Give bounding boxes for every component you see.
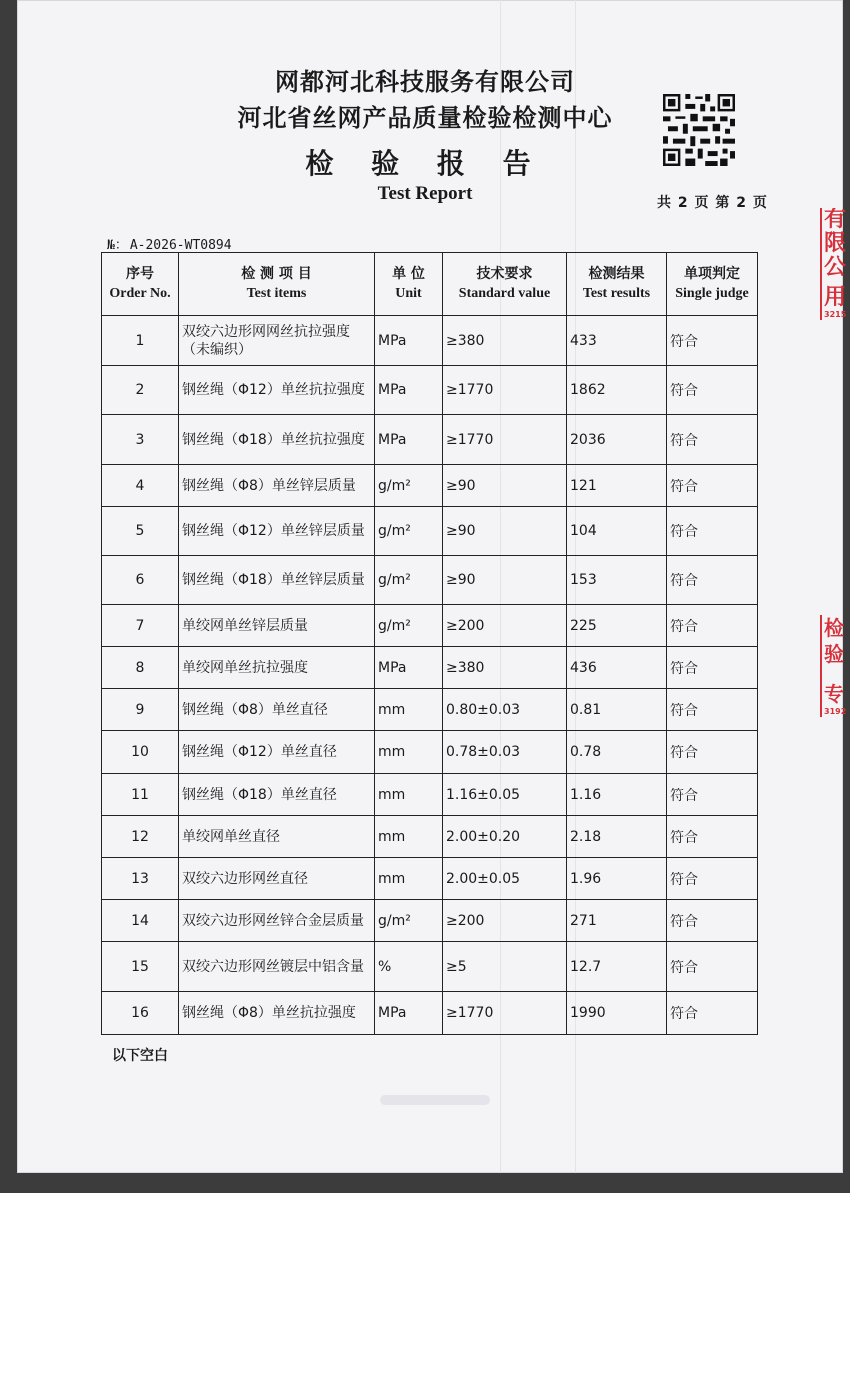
single-judge-cell: 符合	[667, 858, 758, 900]
test-result-cell: 12.7	[567, 942, 667, 992]
table-row	[102, 992, 758, 1035]
page-count: 共 2 页 第 2 页	[657, 195, 768, 211]
test-item-cell: 单绞网单丝直径	[179, 816, 375, 858]
single-judge-cell: 符合	[667, 556, 758, 605]
test-item-cell: 双绞六边形网丝直径	[179, 858, 375, 900]
report-number-label: №：	[107, 238, 128, 253]
test-result-cell: 1990	[567, 992, 667, 1035]
test-item-cell: 钢丝绳（Φ8）单丝锌层质量	[179, 465, 375, 507]
test-item-cell: 双绞六边形网丝镀层中铝含量	[179, 942, 375, 992]
table-row	[102, 942, 758, 992]
unit-cell: MPa	[375, 647, 443, 689]
stamp-fragment-middle: 检验 专 3192	[820, 615, 850, 717]
unit-cell: mm	[375, 774, 443, 816]
test-result-cell: 153	[567, 556, 667, 605]
report-number	[105, 234, 232, 253]
standard-value-cell: ≥1770	[443, 415, 567, 465]
test-item-cell: 钢丝绳（Φ12）单丝抗拉强度	[179, 366, 375, 415]
unit-cell: MPa	[375, 366, 443, 415]
standard-value-cell: 2.00±0.05	[443, 858, 567, 900]
order-no-cell: 6	[102, 556, 179, 605]
table-row	[102, 858, 758, 900]
standard-value-cell: 1.16±0.05	[443, 774, 567, 816]
single-judge-cell: 符合	[667, 992, 758, 1035]
test-result-cell: 433	[567, 316, 667, 366]
single-judge-cell: 符合	[667, 647, 758, 689]
header-standard-value: 技术要求 Standard value	[443, 253, 567, 316]
standard-value-cell: ≥5	[443, 942, 567, 992]
header-test-results: 检测结果 Test results	[567, 253, 667, 316]
single-judge-cell: 符合	[667, 816, 758, 858]
order-no-cell: 1	[102, 316, 179, 366]
unit-cell: MPa	[375, 992, 443, 1035]
standard-value-cell: ≥1770	[443, 992, 567, 1035]
unit-cell: g/m²	[375, 556, 443, 605]
order-no-cell: 10	[102, 731, 179, 774]
unit-cell: g/m²	[375, 605, 443, 647]
results-table	[101, 252, 758, 1035]
single-judge-cell: 符合	[667, 689, 758, 731]
test-item-cell: 钢丝绳（Φ18）单丝锌层质量	[179, 556, 375, 605]
standard-value-cell: ≥380	[443, 647, 567, 689]
test-item-cell: 单绞网单丝抗拉强度	[179, 647, 375, 689]
test-item-cell: 钢丝绳（Φ8）单丝抗拉强度	[179, 992, 375, 1035]
report-number-value: A-2026-WT0894	[129, 238, 232, 253]
unit-cell: MPa	[375, 316, 443, 366]
order-no-cell: 3	[102, 415, 179, 465]
order-no-cell: 5	[102, 507, 179, 556]
test-result-cell: 436	[567, 647, 667, 689]
test-item-cell: 单绞网单丝锌层质量	[179, 605, 375, 647]
single-judge-cell: 符合	[667, 507, 758, 556]
test-item-cell: 钢丝绳（Φ12）单丝直径	[179, 731, 375, 774]
table-row	[102, 647, 758, 689]
test-result-cell: 0.78	[567, 731, 667, 774]
header-single-judge: 单项判定 Single judge	[667, 253, 758, 316]
single-judge-cell: 符合	[667, 942, 758, 992]
single-judge-cell: 符合	[667, 316, 758, 366]
test-item-cell: 钢丝绳（Φ18）单丝抗拉强度	[179, 415, 375, 465]
test-item-cell: 双绞六边形网网丝抗拉强度（未编织）	[179, 316, 375, 366]
test-result-cell: 1.16	[567, 774, 667, 816]
single-judge-cell: 符合	[667, 465, 758, 507]
order-no-cell: 8	[102, 647, 179, 689]
table-row	[102, 316, 758, 366]
test-result-cell: 1862	[567, 366, 667, 415]
order-no-cell: 2	[102, 366, 179, 415]
table-row	[102, 731, 758, 774]
table-row	[102, 900, 758, 942]
standard-value-cell: ≥380	[443, 316, 567, 366]
table-row	[102, 507, 758, 556]
test-result-cell: 271	[567, 900, 667, 942]
table-row	[102, 816, 758, 858]
unit-cell: g/m²	[375, 900, 443, 942]
test-result-cell: 2.18	[567, 816, 667, 858]
order-no-cell: 14	[102, 900, 179, 942]
header-test-items: 检 测 项 目 Test items	[179, 253, 375, 316]
table-row	[102, 556, 758, 605]
organization-name: 网都河北科技服务有限公司	[275, 68, 575, 96]
order-no-cell: 13	[102, 858, 179, 900]
order-no-cell: 16	[102, 992, 179, 1035]
table-row	[102, 774, 758, 816]
center-name: 河北省丝网产品质量检验检测中心	[237, 104, 613, 132]
unit-cell: mm	[375, 689, 443, 731]
standard-value-cell: ≥1770	[443, 366, 567, 415]
single-judge-cell: 符合	[667, 415, 758, 465]
standard-value-cell: ≥200	[443, 605, 567, 647]
qr-code-icon	[663, 94, 735, 166]
standard-value-cell: ≥90	[443, 465, 567, 507]
table-row	[102, 605, 758, 647]
report-title-en: Test Report	[377, 183, 473, 204]
unit-cell: %	[375, 942, 443, 992]
table-row	[102, 689, 758, 731]
scan-smudge	[380, 1095, 490, 1105]
single-judge-cell: 符合	[667, 366, 758, 415]
standard-value-cell: ≥90	[443, 556, 567, 605]
test-result-cell: 2036	[567, 415, 667, 465]
single-judge-cell: 符合	[667, 774, 758, 816]
order-no-cell: 11	[102, 774, 179, 816]
standard-value-cell: 0.78±0.03	[443, 731, 567, 774]
table-row	[102, 415, 758, 465]
order-no-cell: 12	[102, 816, 179, 858]
test-result-cell: 121	[567, 465, 667, 507]
header-order-no: 序号 Order No.	[102, 253, 179, 316]
single-judge-cell: 符合	[667, 605, 758, 647]
test-item-cell: 双绞六边形网丝锌合金层质量	[179, 900, 375, 942]
table-row	[102, 366, 758, 415]
test-item-cell: 钢丝绳（Φ12）单丝锌层质量	[179, 507, 375, 556]
order-no-cell: 9	[102, 689, 179, 731]
stamp-fragment-top: 有限公 用 3215	[820, 208, 850, 320]
standard-value-cell: ≥90	[443, 507, 567, 556]
table-row	[102, 465, 758, 507]
test-result-cell: 0.81	[567, 689, 667, 731]
test-result-cell: 225	[567, 605, 667, 647]
test-item-cell: 钢丝绳（Φ18）单丝直径	[179, 774, 375, 816]
unit-cell: mm	[375, 816, 443, 858]
standard-value-cell: 2.00±0.20	[443, 816, 567, 858]
test-item-cell: 钢丝绳（Φ8）单丝直径	[179, 689, 375, 731]
standard-value-cell: 0.80±0.03	[443, 689, 567, 731]
test-result-cell: 1.96	[567, 858, 667, 900]
order-no-cell: 15	[102, 942, 179, 992]
blank-below-note: 以下空白	[112, 1048, 168, 1064]
unit-cell: mm	[375, 858, 443, 900]
unit-cell: mm	[375, 731, 443, 774]
unit-cell: g/m²	[375, 465, 443, 507]
standard-value-cell: ≥200	[443, 900, 567, 942]
single-judge-cell: 符合	[667, 900, 758, 942]
report-title-cn: 检 验 报 告	[305, 147, 545, 180]
single-judge-cell: 符合	[667, 731, 758, 774]
test-result-cell: 104	[567, 507, 667, 556]
table-header-row	[102, 253, 758, 316]
order-no-cell: 4	[102, 465, 179, 507]
unit-cell: g/m²	[375, 507, 443, 556]
order-no-cell: 7	[102, 605, 179, 647]
header-unit: 单 位 Unit	[375, 253, 443, 316]
unit-cell: MPa	[375, 415, 443, 465]
